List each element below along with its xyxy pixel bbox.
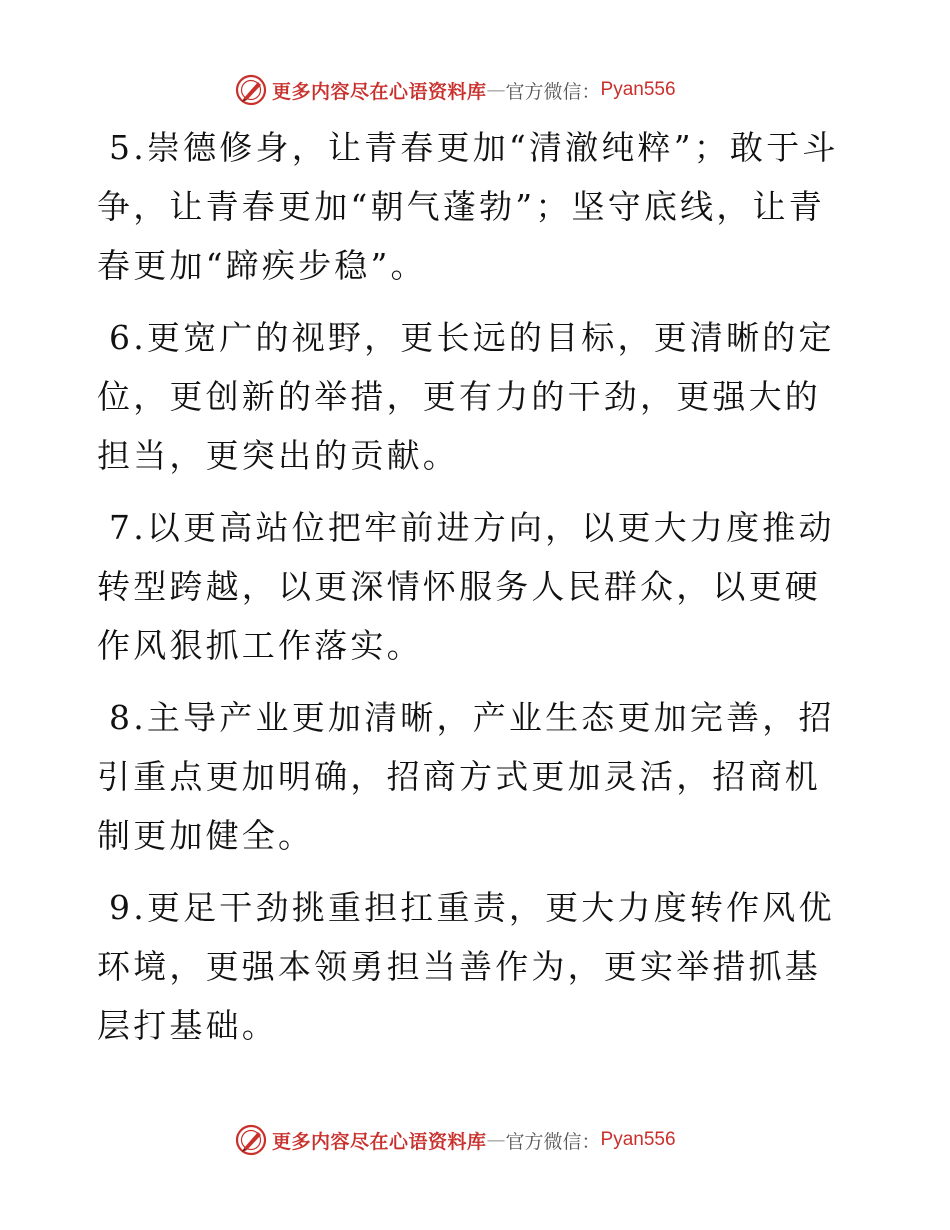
watermark-dash: — bbox=[486, 79, 506, 101]
paragraph-5 bbox=[97, 118, 857, 295]
paragraph-number: 8. bbox=[109, 698, 147, 737]
paragraph-text: 以更高站位把牢前进方向，以更大力度推动转型跨越，以更深情怀服务人民群众，以更硬作风狠抓工作落实。 bbox=[97, 508, 835, 665]
document-body bbox=[97, 118, 857, 1068]
watermark-wechat-id: Pyan556 bbox=[600, 79, 676, 100]
watermark-label: 更多内容尽在心语资料库 bbox=[272, 80, 487, 103]
paragraph-8 bbox=[97, 688, 857, 865]
footer-watermark bbox=[234, 1122, 676, 1158]
watermark-dash: — bbox=[486, 1129, 506, 1151]
watermark-official-label: 官方微信： bbox=[505, 80, 601, 103]
paragraph-9 bbox=[97, 878, 857, 1055]
paragraph-text: 更宽广的视野，更长远的目标，更清晰的定位，更创新的举措，更有力的干劲，更强大的担当，更突出的贡献。 bbox=[97, 318, 835, 475]
watermark-official-label: 官方微信： bbox=[505, 1130, 601, 1153]
paragraph-number: 9. bbox=[109, 888, 147, 927]
paragraph-text: 崇德修身，让青春更加“清澈纯粹”；敢于斗争，让青春更加“朝气蓬勃”；坚守底线，让青春更加“蹄疾步稳”。 bbox=[97, 128, 839, 285]
paragraph-6 bbox=[97, 308, 857, 485]
paragraph-text: 主导产业更加清晰，产业生态更加完善，招引重点更加明确，招商方式更加灵活，招商机制更加健全。 bbox=[97, 698, 835, 855]
paragraph-number: 5. bbox=[109, 128, 147, 167]
watermark-label: 更多内容尽在心语资料库 bbox=[272, 1130, 487, 1153]
paragraph-number: 6. bbox=[109, 318, 147, 357]
watermark-wechat-id: Pyan556 bbox=[600, 1129, 676, 1150]
paragraph-7 bbox=[97, 498, 857, 675]
paragraph-number: 7. bbox=[109, 508, 147, 547]
pen-logo-icon bbox=[234, 73, 268, 107]
header-watermark bbox=[234, 72, 676, 108]
paragraph-text: 更足干劲挑重担扛重责，更大力度转作风优环境，更强本领勇担当善作为，更实举措抓基层打基础。 bbox=[97, 888, 835, 1045]
pen-logo-icon bbox=[234, 1123, 268, 1157]
